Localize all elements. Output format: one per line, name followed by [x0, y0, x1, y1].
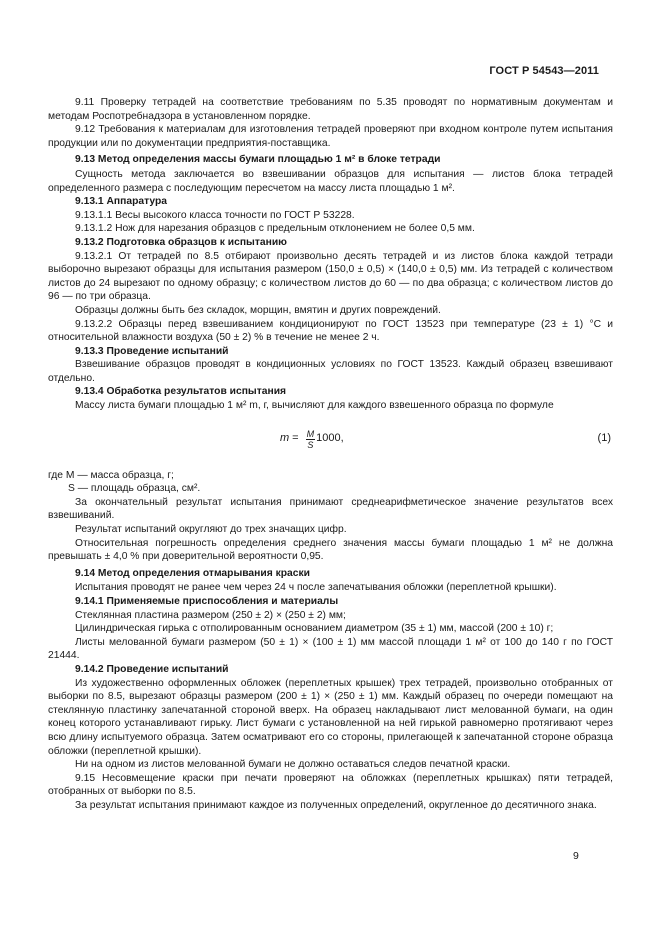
- formula-denominator: S: [307, 439, 314, 450]
- paragraph: Листы мелованной бумаги размером (50 ± 1) × (100 ± 1) мм массой площади 1 м² от 100 до 140 г по ГОСТ 21444.: [48, 636, 613, 662]
- paragraph: Из художественно оформленных обложек (переплетных крышек) трех тетрадей, произвольно отобранных от выборки по 8.5, вырезают образцы размером (200 ± 1) × (250 ± 1) мм. Каждый образец по очереди помещают на стеклянную пластинку запечатанной стороной вверх. На образец накладывают лист мелованной бумаги, на один конец которого устанавливают гирьку. Лист бумаги с установленной на ней гирькой равномерно протягивают через всю длину испытуемого образца. Затем осматривают его со стороны, прилегающей к запечатанной стороне образца обложки (переплетной крышки).: [48, 677, 613, 757]
- paragraph: Стеклянная пластина размером (250 ± 2) × (250 ± 2) мм;: [75, 609, 346, 621]
- subsection-heading: 9.13.4 Обработка результатов испытания: [75, 386, 287, 398]
- formula-number: (1): [597, 431, 611, 444]
- paragraph: 9.15 Несовмещение краски при печати проверяют на обложках (переплетных крышках) пяти тетрадей, отобранных от выборки по 8.5.: [48, 772, 613, 798]
- paragraph: Массу листа бумаги площадью 1 м² m, г, вычисляют для каждого взвешенного образца по формуле: [75, 400, 554, 412]
- paragraph: Относительная погрешность определения среднего значения массы бумаги площадью 1 м² не должна превышать ± 4,0 % при доверительной вероятности 0,95.: [48, 537, 613, 563]
- subsection-heading: 9.13.1 Аппаратура: [75, 196, 168, 208]
- paragraph: 9.11 Проверку тетрадей на соответствие требованиям по 5.35 проводят по нормативным документам и методам Роспотребнадзора в установленном порядке.: [48, 97, 613, 122]
- paragraph: Образцы должны быть без складок, морщин, вмятин и других повреждений.: [75, 304, 441, 316]
- section-heading: 9.14 Метод определения отмарывания краски: [75, 567, 310, 579]
- section-blocks-top: [48, 96, 613, 413]
- formula-numerator: M: [306, 428, 315, 439]
- formula-expression: [280, 429, 344, 450]
- subsection-heading: 9.13.2 Подготовка образцов к испытанию: [75, 236, 287, 248]
- where-line: где M — масса образца, г;: [48, 469, 174, 481]
- section-heading: 9.13 Метод определения массы бумаги площадью 1 м² в блоке тетради: [75, 154, 441, 166]
- paragraph: За окончательный результат испытания принимают среднеарифметическое значение результатов всех взвешиваний.: [48, 496, 613, 522]
- subsection-heading: 9.13.3 Проведение испытаний: [75, 345, 229, 357]
- paragraph: Сущность метода заключается во взвешивании образцов для испытания — листов блока тетрадей определенного размера с последующим пересчетом на массу листа площадью 1 м².: [48, 168, 613, 194]
- formula-1: [48, 419, 613, 465]
- page-body: [48, 96, 613, 813]
- paragraph: 9.13.2.2 Образцы перед взвешиванием кондиционируют по ГОСТ 13523 при температуре (23 ± 1) °С и относительной влажности воздуха (50 ± 2) % в течение не менее 2 ч.: [48, 318, 613, 344]
- subsection-heading: 9.14.1 Применяемые приспособления и материалы: [75, 596, 339, 607]
- paragraph: Цилиндрическая гирька с отполированным основанием диаметром (35 ± 1) мм, массой (200 ± 10) г;: [75, 623, 554, 635]
- paragraph: Взвешивание образцов проводят в кондиционных условиях по ГОСТ 13523. Каждый образец взвешивают отдельно.: [48, 359, 613, 384]
- where-clause: [48, 469, 613, 496]
- formula-lhs: m: [280, 432, 290, 445]
- page-number: 9: [573, 850, 579, 862]
- subsection-heading: 9.14.2 Проведение испытаний: [75, 663, 229, 675]
- document-code-header: ГОСТ Р 54543—2011: [489, 65, 599, 77]
- paragraph: 9.13.1.2 Нож для нарезания образцов с предельным отклонением не более 0,5 мм.: [75, 223, 475, 235]
- paragraph: Испытания проводят не ранее чем через 24 ч после запечатывания обложки (переплетной крышки).: [75, 582, 557, 594]
- formula-equals: =: [292, 432, 299, 445]
- paragraph: 9.12 Требования к материалам для изготовления тетрадей проверяют при входном контроле путем испытания продукции или по документации предприятия-поставщика.: [48, 124, 613, 149]
- paragraph: 9.13.2.1 От тетрадей по 8.5 отбирают произвольно десять тетрадей и из листов блока каждой тетради выборочно вырезают образцы для испытания размером (150,0 ± 0,5) × (140,0 ± 0,5) мм. Из тетрадей с количеством листов до 24 вырезают по одному образцу; с количеством листов до 60 — по два образца; с количеством листов до 96 — по три образца.: [48, 250, 613, 303]
- paragraph: 9.13.1.1 Весы высокого класса точности по ГОСТ Р 53228.: [75, 209, 355, 221]
- paragraph: За результат испытания принимают каждое из полученных определений, округленное до десятичного знака.: [75, 799, 597, 811]
- where-line: S — площадь образца, см².: [68, 483, 201, 495]
- formula-factor: 1000,: [316, 432, 344, 445]
- paragraph: Результат испытаний округляют до трех значащих цифр.: [75, 524, 347, 536]
- paragraph: Ни на одном из листов мелованной бумаги не должно оставаться следов печатной краски.: [75, 759, 511, 771]
- formula-fraction: [306, 429, 316, 450]
- section-blocks-bottom: [48, 496, 613, 813]
